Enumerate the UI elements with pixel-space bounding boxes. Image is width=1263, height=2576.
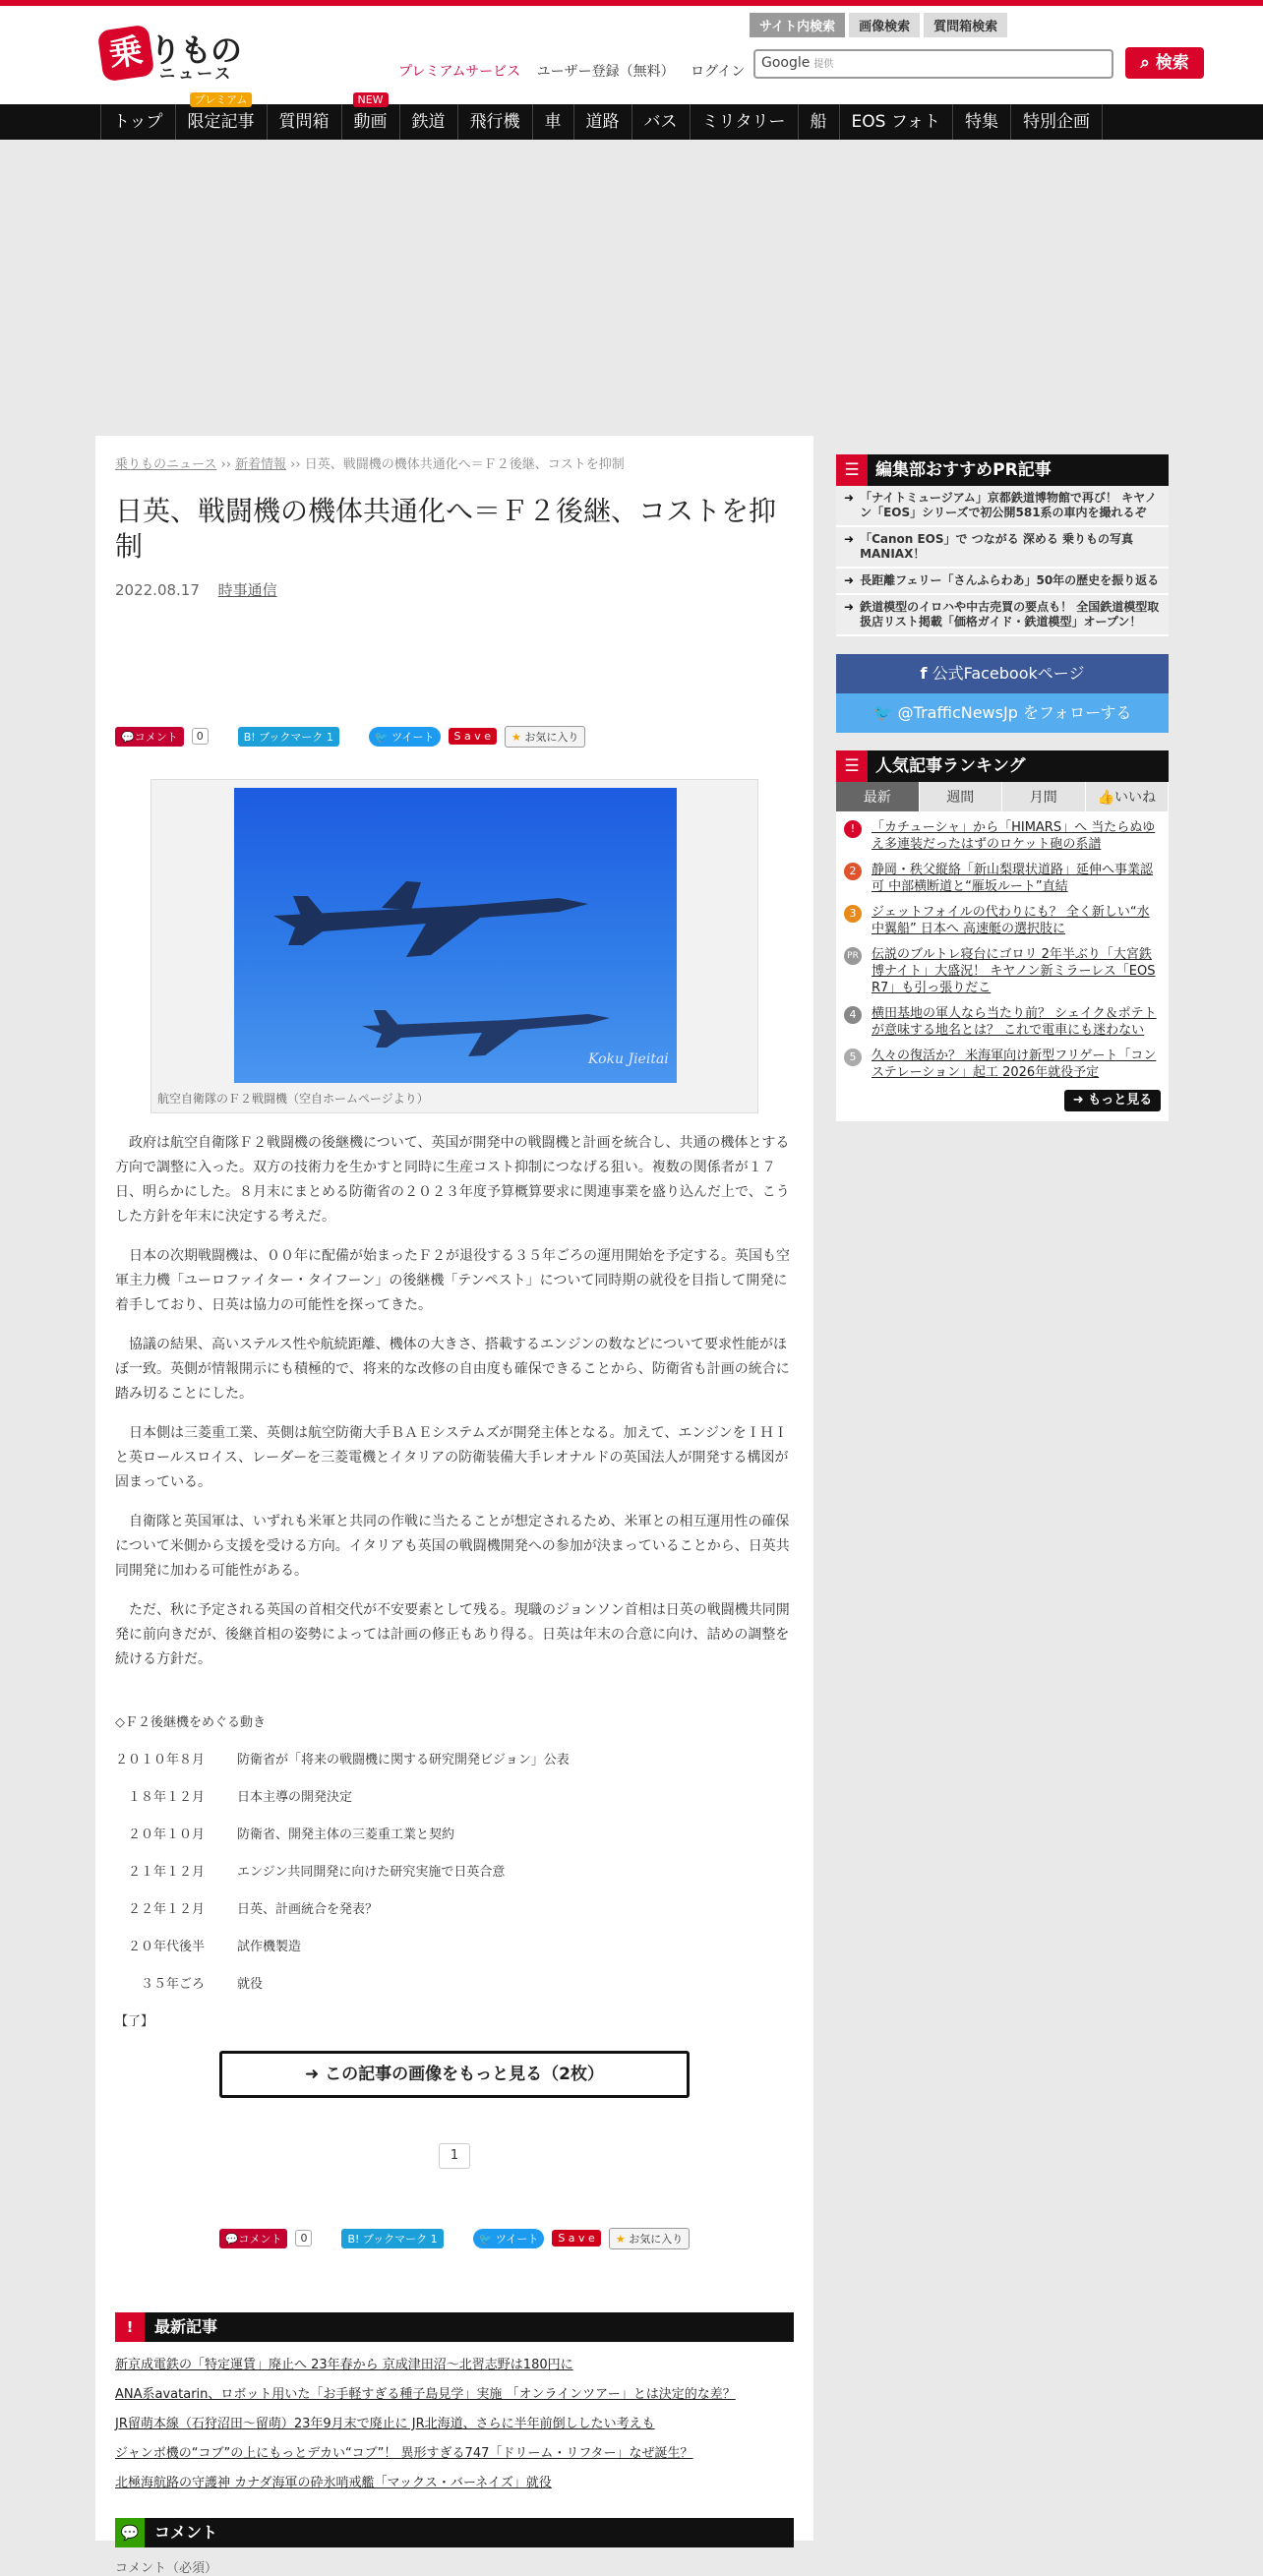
timeline-event: 試作機製造 [237, 1939, 302, 1954]
breadcrumb-news[interactable]: 新着情報 [235, 457, 287, 472]
search-tab-site[interactable]: サイト内検索 [750, 13, 845, 37]
article-title: 日英、戦闘機の機体共通化へ＝Ｆ２後継、コストを抑制 [115, 495, 777, 564]
pr-article-link[interactable] [836, 595, 1169, 636]
rank-title: 横田基地の軍人なら当たり前？ シェイク＆ポテトが意味する地名とは？ これで電車にも迷わない [872, 1006, 1157, 1038]
article-paragraph: ただ、秋に予定される英国の首相交代が不安要素として残る。現職のジョンソン首相は日英の戦闘機共同開発に前向きだが、後継首相の姿勢によっては計画の修正もあり得る。日英は年末の合意に向け、詰めの調整を続ける方針だ。 [115, 1601, 790, 1667]
ranking-heading [836, 750, 1169, 782]
timeline-row [115, 1936, 794, 1954]
comment-label: コメント [134, 730, 178, 744]
arrow-icon: ➜ [844, 532, 855, 546]
article-paragraph: 日本側は三菱重工業、英側は航空防衛大手ＢＡＥシステムズが開発主体となる。加えて、エンジンをＩＨＩと英ロールスロイス、レーダーを三菱電機とイタリアの防衛装備大手レオナルドの英国法人が開発する構図が固まっている。 [115, 1424, 789, 1490]
share-bar-bottom [115, 2228, 794, 2249]
rank-title: 伝説のブルトレ寝台にゴロリ 2年半ぶり「大宮鉄博ナイト」大盛況！ キヤノン新ミラーレス「EOS R7」も引っ張りだこ [872, 947, 1156, 995]
exclamation-icon: ! [115, 2312, 145, 2342]
favorite-label: お気に入り [524, 730, 579, 744]
chevron-right-icon: ➜ [305, 2064, 320, 2084]
timeline-event: エンジン共同開発に向けた研究実施で日英合意 [237, 1864, 506, 1880]
search-tab-image[interactable]: 画像検索 [849, 13, 920, 37]
latest-article-link[interactable]: ANA系avatarin、ロボット用いた「お手軽すぎる種子島見学」実施 「オンラインツアー」とは決定的な差？ [115, 2386, 736, 2402]
logo-badge: 乗 [97, 25, 155, 83]
logo-text: りもの [150, 31, 242, 69]
nav-label: 動画 [353, 112, 388, 132]
pr-article-title: 長距離フェリー「さんふらわあ」50年の歴史を振り返る [860, 573, 1160, 587]
timeline-event: 防衛省が「将来の戦闘機に関する研究開発ビジョン」公表 [237, 1752, 570, 1767]
header-links [398, 61, 756, 81]
logo-subtext: ニュース [159, 64, 234, 83]
rank-number: PR [844, 947, 862, 965]
star-icon: ★ [511, 730, 521, 744]
nav-label: 道路 [585, 112, 620, 132]
facebook-page-button[interactable] [836, 654, 1169, 693]
nav-label: 鉄道 [411, 112, 446, 132]
latest-article-link[interactable]: ジャンボ機の“コブ”の上にもっとデカい“コブ”！ 異形すぎる747「ドリーム・リフター」なぜ誕生？ [115, 2445, 693, 2461]
ranking-item[interactable] [844, 1005, 1161, 1039]
search-button-label: 検索 [1155, 53, 1189, 73]
rank-title: 「カチューシャ」から「HIMARS」へ 当たらぬゆえ多連装だったはずのロケット砲の系譜 [872, 820, 1156, 852]
comment-label: コメント [238, 2232, 282, 2246]
article-main [95, 436, 813, 2576]
nav-label: 船 [810, 112, 827, 132]
site-header [0, 6, 1263, 104]
timeline-year: ３５年ごろ [115, 1976, 206, 1992]
timeline-row [115, 1898, 794, 1917]
pr-articles-heading [836, 454, 1169, 486]
comments-heading-label: コメント [154, 2522, 218, 2542]
new-tag: NEW [352, 92, 388, 107]
pr-heading-label: 編集部おすすめPR記事 [875, 460, 1052, 480]
nav-item-car[interactable] [532, 104, 573, 140]
timeline-row [115, 1861, 794, 1880]
timeline-year: １８年１２月 [115, 1789, 206, 1805]
timeline-row [115, 1973, 794, 1992]
main-nav [0, 93, 1263, 140]
timeline-event: 日本主導の開発決定 [237, 1789, 353, 1805]
timeline-event: 就役 [237, 1976, 264, 1992]
timeline-row [115, 1786, 794, 1805]
arrow-icon: ➜ [844, 491, 855, 505]
arrow-icon: ➜ [844, 573, 855, 587]
pocket-save-button[interactable]: S a v e [552, 2230, 601, 2247]
article-date: 2022.08.17 [115, 580, 200, 599]
timeline-row [115, 1824, 794, 1842]
rank-number: 5 [844, 1048, 862, 1066]
ranking-more-button[interactable] [1064, 1090, 1161, 1111]
nav-item-airplane[interactable] [457, 104, 532, 140]
nav-label: 特別企画 [1022, 112, 1090, 132]
ranking-tab-weekly[interactable]: 週間 [920, 782, 1003, 811]
timeline-year: ２１年１２月 [115, 1864, 206, 1880]
comments-heading [115, 2518, 794, 2547]
google-brand: Google [761, 55, 811, 71]
rank-number: 4 [844, 1006, 862, 1024]
comment-button[interactable] [115, 727, 184, 747]
latest-article-link[interactable]: 新京成電鉄の「特定運賃」廃止へ 23年春から 京成津田沼～北習志野は180円に [115, 2357, 573, 2372]
tweet-button[interactable] [369, 727, 441, 747]
search-icon: ⌕ [1140, 53, 1150, 73]
twitter-follow-button[interactable] [836, 693, 1169, 733]
ranking-tabs [836, 782, 1169, 811]
pr-article-title: 「ナイトミュージアム」京都鉄道博物館で再び！ キヤノン「EOS」シリーズで初公開581系の車内を撮れるぞ [860, 491, 1157, 519]
article-source[interactable]: 時事通信 [217, 580, 277, 599]
facebook-label: 公式Facebookページ [932, 664, 1085, 683]
site-logo[interactable] [100, 24, 258, 83]
ranking-item[interactable] [844, 946, 1161, 996]
nav-item-qa[interactable] [267, 104, 341, 140]
nav-item-video[interactable] [341, 93, 399, 140]
nav-label: ミリタリー [701, 112, 786, 132]
tweet-label: ツイート [391, 730, 435, 744]
breadcrumb-current: 日英、戦闘機の機体共通化へ＝Ｆ２後継、コストを抑制 [304, 457, 625, 472]
nav-item-top[interactable] [100, 104, 175, 140]
nav-item-bus[interactable] [632, 104, 690, 140]
breadcrumb-home[interactable]: 乗りものニュース [115, 457, 217, 472]
comment-button[interactable] [219, 2229, 288, 2248]
nav-item-feature[interactable] [952, 104, 1010, 140]
more-label: もっと見る [1088, 1093, 1153, 1108]
nav-item-military[interactable] [690, 104, 798, 140]
comment-count: 0 [295, 2230, 312, 2247]
pr-article-title: 鉄道模型のイロハや中古売買の要点も！ 全国鉄道模型取扱店リスト掲載「価格ガイド・鉄道模型」オープン！ [860, 600, 1160, 629]
timeline-year: ２０年代後半 [115, 1939, 206, 1954]
search-input[interactable] [753, 49, 1113, 79]
facebook-icon: f [920, 664, 928, 683]
share-bar-top [115, 726, 794, 748]
more-images-label: この記事の画像をもっと見る（2枚） [325, 2064, 604, 2084]
comment-icon: 💬 [121, 730, 135, 744]
nav-item-special[interactable] [1010, 104, 1103, 140]
pocket-save-button[interactable]: S a v e [449, 728, 498, 745]
nav-label: 質問箱 [278, 112, 330, 132]
ranking-heading-label: 人気記事ランキング [875, 756, 1026, 776]
rank-title: 久々の復活か？ 米海軍向け新型フリゲート「コンステレーション」起工 2026年就役予定 [872, 1048, 1157, 1080]
search-tabs [750, 13, 1011, 37]
breadcrumb: 乗りものニュース ›› 新着情報 ›› 日英、戦闘機の機体共通化へ＝Ｆ２後継、コストを抑制 [115, 457, 625, 472]
article-paragraph: 自衛隊と英国軍は、いずれも米軍と共同の作戦に当たることが想定されるため、米軍との相互運用性の確保について米側から支援を受ける方向。イタリアも英国の戦闘機開発への参加が決まっていることから、日英共同開発に加わる可能性がある。 [115, 1513, 790, 1579]
list-icon: ☰ [836, 750, 868, 782]
likes-tab-label: いいね [1113, 790, 1156, 806]
latest-articles-heading [115, 2312, 794, 2342]
rank-title: 静岡・秩父縦絡「新山梨環状道路」延伸へ事業認可 中部横断道と“雁坂ルート”直結 [872, 863, 1154, 894]
timeline-year: ２０年１０月 [115, 1827, 206, 1842]
comment-required-label: コメント（必須） [115, 2560, 218, 2576]
ranking-item[interactable] [844, 862, 1161, 895]
rank-number: ! [844, 820, 862, 838]
favorite-label: お気に入り [629, 2232, 684, 2246]
twitter-bird-icon: 🐦 [374, 730, 389, 744]
timeline-event: 日英、計画統合を発表？ [237, 1901, 379, 1917]
nav-item-road[interactable] [573, 104, 632, 140]
latest-articles-list [115, 2354, 794, 2490]
nav-label: 車 [544, 112, 562, 132]
register-link[interactable]: ユーザー登録（無料） [536, 64, 675, 80]
speech-bubble-icon: 💬 [115, 2518, 145, 2547]
timeline [115, 1711, 794, 2029]
pr-article-link[interactable] [836, 569, 1169, 595]
timeline-event: 防衛省、開発主体の三菱重工業と契約 [237, 1827, 455, 1842]
article-paragraph: 日本の次期戦闘機は、００年に配備が始まったＦ２が退役する３５年ごろの運用開始を予定する。英国も空軍主力機「ユーロファイター・タイフーン」の後継機「テンペスト」について同時期の就役を目指して開発に着手しており、日英は協力の可能性を探ってきた。 [115, 1247, 790, 1313]
twitter-bird-icon: 🐦 [478, 2232, 493, 2246]
nav-label: 特集 [964, 112, 998, 132]
favorite-button[interactable] [609, 2228, 690, 2249]
article-figure [150, 779, 758, 1113]
ranking-item[interactable] [844, 904, 1161, 937]
latest-article-link[interactable]: JR留萌本線（石狩沼田～留萌）23年9月末で廃止に JR北海道、さらに半年前倒ししたい考えも [115, 2416, 655, 2431]
sidebar [836, 454, 1169, 1121]
ranking-tab-likes[interactable] [1086, 782, 1170, 811]
page-number[interactable]: 1 [439, 2143, 470, 2169]
nav-label: 飛行機 [469, 112, 520, 132]
timeline-title: ◇Ｆ２後継機をめぐる動き [115, 1714, 266, 1730]
rank-number: 3 [844, 905, 862, 923]
comment-icon: 💬 [224, 2232, 239, 2246]
timeline-row [115, 1749, 794, 1767]
list-icon: ☰ [836, 454, 868, 486]
nav-label: バス [643, 112, 678, 132]
photo-watermark: Koku Jieitai [588, 1050, 669, 1067]
fighter-jets-illustration [234, 788, 677, 1083]
nav-item-railway[interactable] [399, 104, 457, 140]
ranking-tab-latest[interactable]: 最新 [836, 782, 920, 811]
end-mark: 【了】 [115, 2013, 154, 2029]
ranking-item[interactable] [844, 1048, 1161, 1081]
nav-item-eos-photo[interactable] [839, 104, 952, 140]
pr-article-title: 「Canon EOS」で つながる 深める 乗りもの写真MANIAX！ [860, 532, 1134, 561]
rank-number: 2 [844, 863, 862, 880]
premium-tag: プレミアム [190, 92, 253, 107]
chevron-right-icon: ➜ [1072, 1093, 1084, 1108]
article-body [115, 1131, 794, 1672]
nav-label: EOS フォト [851, 112, 940, 132]
premium-service-link[interactable]: プレミアムサービス [398, 64, 521, 80]
hatena-bookmark-button[interactable]: B! ブックマーク 1 [341, 2229, 443, 2248]
favorite-button[interactable] [505, 726, 585, 748]
article-paragraph: 協議の結果、高いステルス性や航続距離、機体の大きさ、搭載するエンジンの数などについて要求性能がほぼ一致。英側が情報開示にも積極的で、将来的な改修の自由度も確保できることから、防衛省も計画の統合に踏み切ることにした。 [115, 1336, 790, 1402]
search-button[interactable] [1125, 47, 1204, 79]
latest-article-link[interactable]: 北極海航路の守護神 カナダ海軍の砕氷哨戒艦「マックス・バーネイズ」就役 [115, 2475, 552, 2490]
photo-caption: 航空自衛隊のＦ２戦闘機（空自ホームページより） [157, 1091, 429, 1106]
comment-count: 0 [192, 728, 209, 745]
timeline-year: ２２年１２月 [115, 1901, 206, 1917]
ranking-item[interactable] [844, 819, 1161, 853]
arrow-icon: ➜ [844, 600, 855, 614]
article-meta [115, 579, 794, 600]
ranking-tab-monthly[interactable]: 月間 [1002, 782, 1086, 811]
pr-article-link[interactable] [836, 486, 1169, 527]
tweet-button[interactable] [473, 2229, 545, 2248]
timeline-year: ２０１０年８月 [115, 1752, 206, 1767]
article-paragraph: 政府は航空自衛隊Ｆ２戦闘機の後継機について、英国が開発中の戦闘機と計画を統合し、共通の機体とする方向で調整に入った。双方の技術力を生かすと同時に生産コスト抑制につなげる狙い。複数の関係者が１７日、明らかにした。８月末にまとめる防衛省の２０２３年度予算概算要求に関連事業を盛り込んだ上で、こうした方針を年末に決定する考えだ。 [115, 1134, 790, 1225]
rank-title: ジェットフォイルの代わりにも？ 全く新しい“水中翼船” 日本へ 高速艇の選択肢に [872, 905, 1150, 936]
thumbs-up-icon: 👍 [1097, 790, 1114, 806]
star-icon: ★ [615, 2232, 626, 2246]
login-link[interactable]: ログイン [691, 64, 746, 80]
nav-label: トップ [113, 112, 163, 132]
nav-label: 限定記事 [187, 112, 255, 132]
twitter-bird-icon: 🐦 [872, 703, 893, 722]
search-provided-label: 提供 [813, 59, 834, 70]
twitter-label: @TrafficNewsJp をフォローする [897, 703, 1132, 722]
hatena-bookmark-button[interactable]: B! ブックマーク 1 [238, 727, 339, 747]
f2-fighter-photo[interactable] [234, 788, 677, 1083]
pr-article-link[interactable] [836, 527, 1169, 569]
nav-item-ship[interactable] [798, 104, 839, 140]
nav-item-premium[interactable] [175, 93, 267, 140]
tweet-label: ツイート [495, 2232, 539, 2246]
search-tab-qa[interactable]: 質問箱検索 [924, 13, 1007, 37]
ranking-list [836, 811, 1169, 1121]
more-images-button[interactable] [219, 2051, 690, 2098]
latest-heading-label: 最新記事 [154, 2316, 218, 2336]
